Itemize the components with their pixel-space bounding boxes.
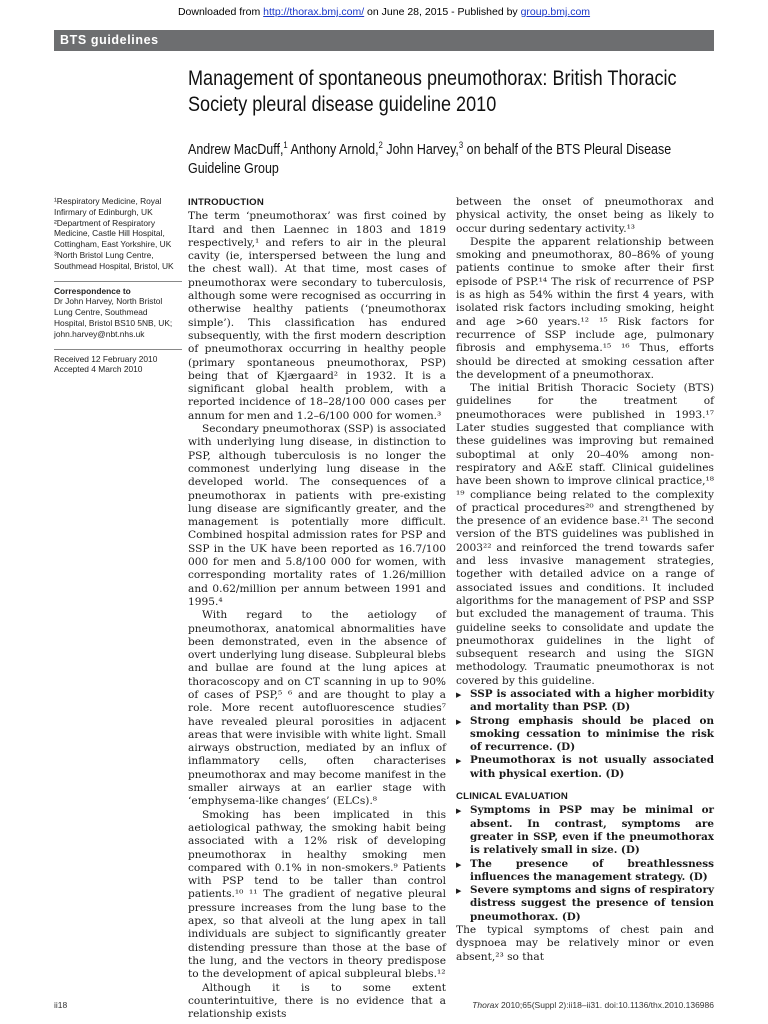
recommendation-2: ▶ Strong emphasis should be placed on smoking cessation to minimise the risk of recurrence. (D) xyxy=(456,715,714,755)
introduction-heading: INTRODUCTION xyxy=(188,197,264,208)
affiliation-1: ¹Respiratory Medicine, Royal Infirmary of Edinburgh, UK xyxy=(54,196,162,217)
intro-paragraph-4: Smoking has been implicated in this aetiological pathway, the smoking habit being associated with a 12% risk of developing pneumothorax in healthy smoking men compared with 0.1% in non-smokers.⁹ Patients with PSP tend to be taller than control patients.¹⁰ ¹¹ The gradient of negative pleural pressure increases from the lung base to the apex, so that alveoli at the lung apex in tall individuals are subject to significantly greater distending pressure than those at the base of the lung, and the vectors in theory predispose to the development of apical subpleural blebs.¹² xyxy=(188,808,446,981)
author-3: John Harvey, xyxy=(382,141,459,158)
thorax-link[interactable]: http://thorax.bmj.com/ xyxy=(263,6,365,18)
group-bmj-link[interactable]: group.bmj.com xyxy=(520,6,591,18)
article-title: Management of spontaneous pneumothorax: British Thoracic Society pleural disease guideline 2010 xyxy=(188,67,677,116)
sidebar-divider-2 xyxy=(54,349,182,350)
sidebar-divider xyxy=(54,281,182,282)
correspondence-text: Dr John Harvey, North Bristol Lung Centre, Southmead Hospital, Bristol BS10 5NB, UK; john.harvey@nbt.nhs.uk xyxy=(54,296,173,339)
banner-middle: on June 28, 2015 - Published by xyxy=(364,6,521,18)
author-3-affil: 3 xyxy=(458,140,464,150)
affiliation-2: ²Department of Respiratory Medicine, Castle Hill Hospital, Cottingham, East Yorkshire, UK xyxy=(54,217,172,250)
clinical-evaluation-heading: CLINICAL EVALUATION xyxy=(456,791,568,803)
page-number: ii18 xyxy=(54,1000,68,1010)
right-paragraph-2: Despite the apparent relationship between smoking and pneumothorax, 80–86% of young patients continue to smoke after their first episode of PSP.¹⁴ The risk of recurrence of PSP is as high as 54% within the first 4 years, with isolated risk factors including smoking, height and age >60 years.¹² ¹⁵ Risk factors for recurrence of SSP include age, pulmonary fibrosis and emphysema.¹⁵ ¹⁶ Thus, efforts should be directed at smoking cessation after the development of a pneumothorax. xyxy=(456,235,714,381)
sidebar xyxy=(54,196,182,375)
banner-prefix: Downloaded from xyxy=(177,6,264,18)
recommendation-1: ▶ SSP is associated with a higher morbidity and mortality than PSP. (D) xyxy=(456,688,714,715)
author-1-affil: 1 xyxy=(283,140,288,150)
author-group: on behalf of the BTS Pleural Disease Guideline Group xyxy=(188,141,672,177)
affiliation-3: ³North Bristol Lung Centre, Southmead Hospital, Bristol, UK xyxy=(54,249,174,271)
recommendation-3: ▶ Pneumothorax is not usually associated with physical exertion. (D) xyxy=(456,754,714,781)
intro-paragraph-2: Secondary pneumothorax (SSP) is associated with underlying lung disease, in distinction to PSP, although tuberculosis is no longer the commonest underlying lung disease in the developed world. The consequences of a pneumothorax in patients with pre-existing lung disease are significantly greater, and the management is potentially more difficult. Combined hospital admission rates for PSP and SSP in the UK have been reported as 16.7/100 000 for men and 5.8/100 000 for women, with corresponding mortality rates of 1.26/million and 0.62/million per annum between 1991 and 1995.⁴ xyxy=(188,423,446,608)
accepted-date: Accepted 4 March 2010 xyxy=(54,364,143,375)
recommendation-6: ▶ Severe symptoms and signs of respiratory distress suggest the presence of tension pneumothorax. (D) xyxy=(456,884,714,924)
intro-paragraph-3: With regard to the aetiology of pneumothorax, anatomical abnormalities have been demonstrated, even in the absence of overt underlying lung disease. Subpleural blebs and bullae are found at the lung apices at thoracoscopy and on CT scanning in up to 90% of cases of PSP,⁵ ⁶ and are thought to play a role. More recent autofluorescence studies⁷ have revealed pleural porosities in adjacent areas that were invisible with white light. Small airways obstruction, mediated by an influx of inflammatory cells, often characterises pneumothorax and may become manifest in the smaller airways at an earlier stage with ‘emphysema-like changes’ (ELCs).⁸ xyxy=(188,609,446,808)
author-2: Anthony Arnold, xyxy=(287,141,379,158)
recommendation-4: ▶ Symptoms in PSP may be minimal or absent. In contrast, symptoms are greater in SSP, even if the pneumothorax is relatively small in size. (D) xyxy=(456,804,714,857)
journal-citation xyxy=(472,1000,714,1010)
right-paragraph-1: between the onset of pneumothorax and physical activity, the onset being as likely to occur during sedentary activity.¹³ xyxy=(456,196,714,235)
journal-name: Thorax xyxy=(472,1000,499,1010)
column-right xyxy=(456,196,714,964)
section-bar: BTS guidelines xyxy=(54,30,714,51)
column-left xyxy=(188,196,446,1021)
recommendation-5: ▶ The presence of breathlessness influences the management strategy. (D) xyxy=(456,858,714,885)
download-banner xyxy=(0,6,768,18)
author-list xyxy=(188,136,721,179)
received-date: Received 12 February 2010 xyxy=(54,353,158,364)
intro-paragraph-1: The term ‘pneumothorax’ was first coined by Itard and then Laennec in 1803 and 1819 respectively,¹ and refers to air in the pleural cavity (ie, interspersed between the lung and the chest wall). At that time, most cases of pneumothorax were secondary to tuberculosis, although some were recognised as occurring in otherwise healthy patients (‘pneumothorax simple’). This classification has endured subsequently, with the first modern description of pneumothorax occurring in healthy people (primary spontaneous pneumothorax, PSP) being that of Kjærgaard² in 1932. It is a significant global health problem, with a reported incidence of 18–28/100 000 cases per annum for men and 1.2–6/100 000 for women.³ xyxy=(188,210,446,422)
intro-paragraph-5: Although it is to some extent counterintuitive, there is no evidence that a relationship exists xyxy=(188,981,446,1021)
author-2-affil: 2 xyxy=(378,140,383,150)
right-paragraph-3: The initial British Thoracic Society (BTS) guidelines for the treatment of pneumothoraces were published in 1993.¹⁷ Later studies suggested that compliance with these guidelines was improving but remained suboptimal at only 20–40% among non-respiratory and A&E staff. Clinical guidelines have been shown to improve clinical practice,¹⁸ ¹⁹ compliance being related to the complexity of practical procedures²⁰ and strengthened by the presence of an evidence base.²¹ The second version of the BTS guidelines was published in 2003²² and reinforced the trend towards safer and less invasive management strategies, together with detailed advice on a range of associated issues and conditions. It included algorithms for the management of PSP and SSP but excluded the management of trauma. This guideline seeks to consolidate and update the pneumothorax guidelines in the light of subsequent research and using the SIGN methodology. Traumatic pneumothorax is not covered by this guideline. xyxy=(456,382,714,687)
correspondence-heading: Correspondence to xyxy=(54,285,131,296)
right-paragraph-closing: The typical symptoms of chest pain and dyspnoea may be relatively minor or even absent,²³ so that xyxy=(456,924,714,963)
citation-details: 2010;65(Suppl 2):ii18–ii31. doi:10.1136/thx.2010.136986 xyxy=(498,1000,714,1010)
author-1: Andrew MacDuff, xyxy=(188,141,284,158)
